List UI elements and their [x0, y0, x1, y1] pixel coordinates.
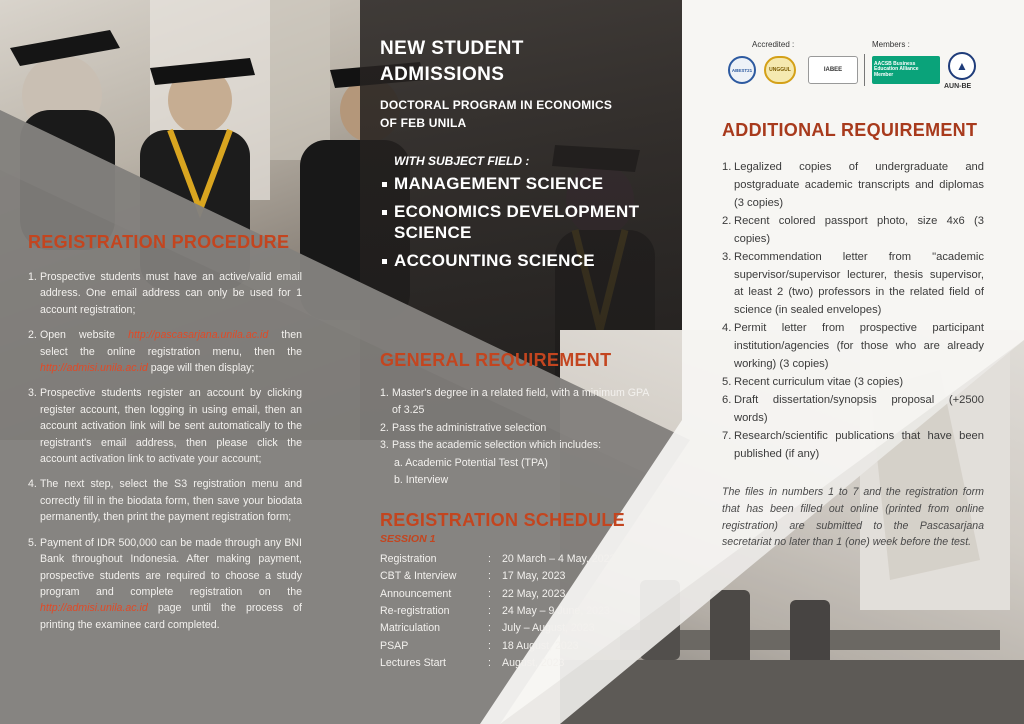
requirement-number: 1.	[380, 387, 389, 399]
hero-title-line1: NEW STUDENT	[380, 38, 524, 59]
subject-field-item: ACCOUNTING SCIENCE	[380, 251, 650, 271]
item-number: 6.	[722, 393, 732, 406]
schedule-separator: :	[488, 639, 491, 652]
requirement-text: Pass the administrative selection	[392, 421, 547, 434]
schedule-date: July – August, 2023	[502, 622, 595, 635]
step-number: 4.	[28, 478, 37, 491]
item-text: Legalized copies of undergraduate and postgraduate academic transcripts and diplomas (3 copies)	[734, 161, 984, 209]
step-text: The next step, select the S3 registration menu and correctly fill in the biodata form, then save your biodata permanently, then print the payment registration form;	[40, 478, 302, 524]
step-number: 5.	[28, 536, 37, 549]
schedule-date: 20 March – 4 May, 2023	[502, 552, 616, 565]
schedule-row	[380, 603, 615, 620]
schedule-table	[380, 551, 615, 673]
registration-schedule-title: REGISTRATION SCHEDULE	[380, 509, 625, 530]
item-number: 4.	[722, 322, 732, 335]
additional-requirement	[722, 120, 984, 551]
iabee-logo	[808, 56, 858, 84]
step-text: then select the online registration menu, then the	[40, 329, 302, 358]
schedule-date: 17 May, 2023	[502, 570, 566, 583]
hero-title-line2: ADMISSIONS	[380, 63, 505, 85]
additional-item	[722, 249, 984, 321]
item-number: 1.	[722, 161, 732, 173]
hero-subtitle-line1: DOCTORAL PROGRAM IN ECONOMICS	[380, 98, 613, 113]
item-number: 5.	[722, 376, 732, 389]
schedule-separator: :	[488, 570, 491, 583]
aacsb-logo	[872, 56, 940, 84]
pascasarjana-link[interactable]: http://pascasarjana.unila.ac.id	[128, 329, 269, 342]
general-requirement-list	[380, 385, 650, 490]
item-text: Recommendation letter from "academic supervisor/supervisor lecturer, thesis supervisor, at least 2 (two) professors in the related field of science (in sealed envelopes)	[734, 250, 984, 317]
step-text: Open website	[40, 329, 129, 342]
logo-divider	[864, 54, 865, 86]
step-number: 1.	[28, 271, 37, 283]
requirement-subitem: b. Interview	[394, 474, 449, 487]
step-number: 3.	[28, 387, 37, 400]
general-requirement-title: GENERAL REQUIREMENT	[380, 350, 612, 370]
schedule-label: PSAP	[380, 639, 409, 652]
schedule-row	[380, 620, 615, 637]
accredited-label: Accredited :	[752, 40, 795, 49]
schedule-label: Announcement	[380, 587, 452, 600]
hero-block	[380, 36, 650, 280]
additional-requirement-title: ADDITIONAL REQUIREMENT	[722, 120, 978, 140]
requirement-number: 2.	[380, 421, 389, 434]
abest21-logo-text: ABEST21	[731, 67, 753, 73]
submission-note: The files in numbers 1 to 7 and the registration form that has been filled out online (printed from online registration) are submitted to the Pascasarjana secretariat no later than 1 (one) week before the test.	[722, 485, 984, 549]
step-number: 2.	[28, 329, 37, 342]
subject-field-item: ECONOMICS DEVELOPMENT SCIENCE	[380, 202, 650, 243]
schedule-row	[380, 586, 615, 603]
schedule-separator: :	[488, 622, 491, 635]
registration-procedure-title: REGISTRATION PROCEDURE	[28, 232, 290, 252]
schedule-label: Lectures Start	[380, 656, 446, 669]
requirement-number: 3.	[380, 439, 389, 452]
schedule-date: 18 August, 2023	[502, 639, 579, 652]
item-text: Draft dissertation/synopsis proposal (+2500 words)	[734, 393, 984, 424]
requirement-text: Master's degree in a related field, with a minimum GPA of 3.25	[392, 387, 649, 417]
requirement-text: Pass the academic selection which includes:	[392, 439, 602, 452]
procedure-step	[28, 385, 302, 467]
additional-item	[722, 213, 984, 249]
item-number: 7.	[722, 429, 732, 442]
procedure-step	[28, 269, 302, 318]
admisi-link[interactable]: http://admisi.unila.ac.id	[40, 602, 148, 615]
schedule-row	[380, 551, 615, 568]
schedule-date: August, 2023	[502, 656, 565, 669]
schedule-date: 22 May, 2023	[502, 587, 566, 600]
procedure-step	[28, 476, 302, 525]
procedure-step	[28, 327, 302, 376]
item-number: 3.	[722, 250, 732, 263]
procedure-step	[28, 535, 302, 633]
unggul-logo-text: UNGGUL	[769, 67, 791, 73]
aun-be-icon: ▲	[956, 59, 968, 73]
requirement-item	[380, 385, 650, 420]
item-number: 2.	[722, 214, 732, 227]
schedule-separator: :	[488, 656, 491, 669]
hero-subtitle	[380, 97, 650, 132]
schedule-row	[380, 638, 615, 655]
session-label: SESSION 1	[380, 532, 436, 545]
schedule-label: CBT & Interview	[380, 570, 457, 583]
schedule-label: Matriculation	[380, 622, 441, 635]
registration-procedure	[28, 232, 302, 642]
requirement-subitem: a. Academic Potential Test (TPA)	[394, 456, 548, 469]
additional-item	[722, 320, 984, 374]
aun-be-label: AUN-BE	[944, 83, 972, 90]
subject-field-item: MANAGEMENT SCIENCE	[380, 174, 650, 194]
item-text: Recent curriculum vitae (3 copies)	[734, 376, 904, 389]
step-text: Prospective students must have an active/valid email address. One email address can only be used for 1 account registration;	[40, 271, 302, 316]
aacsb-logo-text: AACSB Business Education Alliance Member	[874, 60, 919, 78]
schedule-label: Registration	[380, 552, 437, 565]
requirement-item	[380, 437, 650, 454]
aun-be-logo	[948, 52, 976, 80]
item-text: Permit letter from prospective participant institution/agencies (for those who are already working) (3 copies)	[734, 322, 984, 371]
schedule-separator: :	[488, 587, 491, 600]
admisi-link[interactable]: http://admisi.unila.ac.id	[40, 362, 148, 375]
additional-item	[722, 159, 984, 213]
members-label: Members :	[872, 40, 910, 49]
item-text: Recent colored passport photo, size 4x6 (3 copies)	[734, 214, 984, 245]
step-text: Prospective students register an account by clicking register account, then logging in using email, then an account activation link will be sent automatically to the registrant's email address, then please click the account activation link to activate your account;	[40, 387, 302, 466]
step-text: page until the process of printing the examinee card completed.	[40, 602, 302, 631]
schedule-separator: :	[488, 552, 491, 565]
step-text: Payment of IDR 500,000 can be made through any BNI Bank throughout Indonesia. After making payment, prospective students are required to choose a study program and complete registration on the	[40, 536, 302, 598]
step-text: page will then display;	[147, 362, 255, 375]
hero-title	[380, 36, 650, 87]
iabee-logo-text: IABEE	[823, 67, 843, 73]
additional-item	[722, 374, 984, 392]
procedure-steps	[28, 269, 302, 633]
additional-requirement-list	[722, 159, 984, 464]
additional-item	[722, 428, 984, 464]
schedule-row	[380, 655, 615, 672]
unggul-logo	[764, 56, 796, 84]
subject-field-list	[380, 174, 650, 272]
schedule-separator: :	[488, 604, 491, 617]
hero-subtitle-line2: OF FEB UNILA	[380, 115, 467, 130]
item-text: Research/scientific publications that have been published (if any)	[734, 429, 984, 460]
schedule-row	[380, 568, 615, 585]
schedule-date: 24 May – 9 June, 2023	[502, 604, 610, 617]
requirement-item	[380, 420, 650, 437]
subject-field-heading: WITH SUBJECT FIELD :	[394, 154, 530, 169]
schedule-label: Re-registration	[380, 604, 450, 617]
abest21-logo	[728, 56, 756, 84]
general-requirement	[380, 350, 650, 672]
additional-item	[722, 392, 984, 428]
